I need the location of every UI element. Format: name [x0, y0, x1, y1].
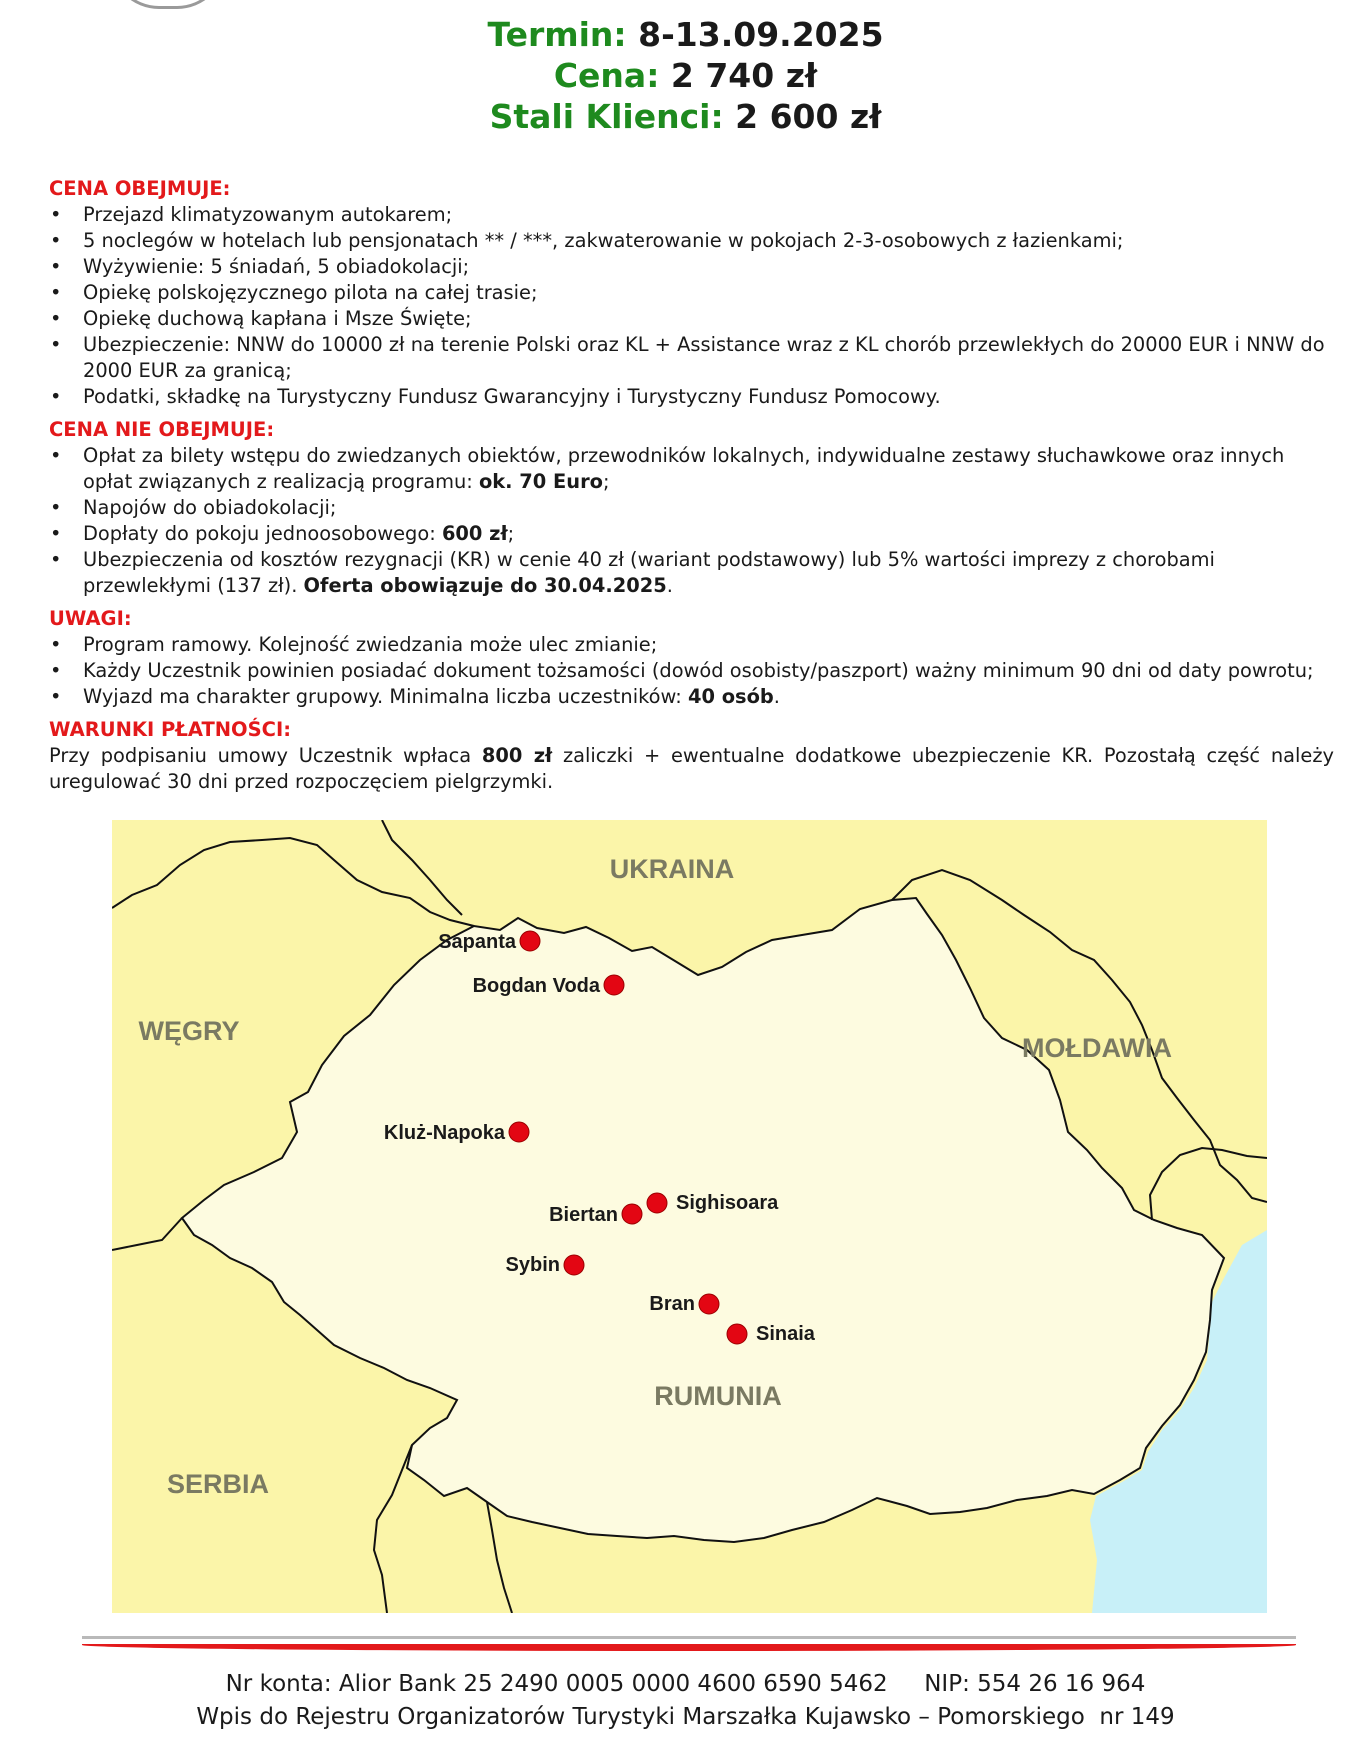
- city-biertan: [549, 1204, 642, 1226]
- list-item: • Opiekę polskojęzycznego pilota na całej trasie;: [49, 280, 1334, 306]
- payment-title: WARUNKI PŁATNOŚCI:: [49, 718, 292, 741]
- excluded-title: CENA NIE OBEJMUJE:: [49, 418, 275, 441]
- city-sybin: [506, 1254, 584, 1276]
- city-marker: [647, 1193, 667, 1213]
- city-marker: [509, 1122, 529, 1142]
- list-item: • Ubezpieczenia od kosztów rezygnacji (KR) w cenie 40 zł (wariant podstawowy) lub 5% wartości imprezy z chorobami przewlekłymi (137 zł). Oferta obowiązuje do 30.04.2025.: [49, 547, 1334, 599]
- footer: [0, 1668, 1371, 1734]
- city-label: Bogdan Voda: [472, 975, 600, 997]
- country-label-wegry: WĘGRY: [138, 1016, 240, 1046]
- notes-title: UWAGI:: [49, 607, 132, 630]
- border-ukraine-hungary: [112, 838, 474, 926]
- offer-details: [49, 176, 1334, 795]
- border-serbia-bulgaria: [374, 1445, 412, 1613]
- city-sinaia: [727, 1323, 816, 1345]
- list-item: • Opiekę duchową kapłana i Msze Święte;: [49, 306, 1334, 332]
- country-label-moldawia: MOŁDAWIA: [1022, 1033, 1172, 1063]
- city-sapanta: [438, 931, 540, 953]
- regular-client-price: Stali Klienci: 2 600 zł: [489, 97, 882, 136]
- city-label: Sinaia: [756, 1323, 815, 1345]
- footer-divider-grey: [82, 1636, 1296, 1639]
- list-item: • Napojów do obiadokolacji;: [49, 495, 1334, 521]
- romania-territory: [182, 898, 1224, 1542]
- list-item: • Opłat za bilety wstępu do zwiedzanych obiektów, przewodników lokalnych, indywidualne zestawy słuchawkowe oraz innych opłat związanych z realizacją programu: ok. 70 Euro;: [49, 443, 1334, 495]
- list-item: • Dopłaty do pokoju jednoosobowego: 600 zł;: [49, 521, 1334, 547]
- notes-list: [49, 632, 1334, 710]
- city-label: Biertan: [549, 1204, 618, 1226]
- border-moldova-east: [1150, 1148, 1267, 1220]
- trip-date: Termin: 8-13.09.2025: [487, 15, 884, 54]
- list-item: • Wyżywienie: 5 śniadań, 5 obiadokolacji;: [49, 254, 1334, 280]
- city-marker: [699, 1294, 719, 1314]
- list-item: • Przejazd klimatyzowanym autokarem;: [49, 202, 1334, 228]
- city-marker: [604, 975, 624, 995]
- trip-price: Cena: 2 740 zł: [553, 56, 818, 95]
- country-label-serbia: SERBIA: [166, 1469, 270, 1499]
- city-marker: [622, 1204, 642, 1224]
- footer-divider-red: [82, 1644, 1296, 1651]
- excluded-list: [49, 443, 1334, 599]
- city-label: Sighisoara: [676, 1192, 779, 1214]
- city-label: Sybin: [505, 1254, 560, 1276]
- country-label-rumunia: RUMUNIA: [654, 1381, 782, 1411]
- city-bran: [649, 1293, 719, 1315]
- border-serbia-hungary: [112, 1218, 182, 1250]
- list-item: • Każdy Uczestnik powinien posiadać dokument tożsamości (dowód osobisty/paszport) ważny minimum 90 dni od daty powrotu;: [49, 658, 1334, 684]
- list-item: • 5 noclegów w hotelach lub pensjonatach ** / ***, zakwaterowanie w pokojach 2-3-osobowych z łazienkami;: [49, 228, 1334, 254]
- map-graphic: [112, 820, 1267, 1613]
- payment-terms: Przy podpisaniu umowy Uczestnik wpłaca 800 zł zaliczki + ewentualne dodatkowe ubezpieczenie KR. Pozostałą część należy uregulować 30 dni przed rozpoczęciem pielgrzymki.: [49, 744, 1334, 793]
- included-title: CENA OBEJMUJE:: [49, 177, 231, 200]
- list-item: • Wyjazd ma charakter grupowy. Minimalna liczba uczestników: 40 osób.: [49, 684, 1334, 710]
- city-label: Sapanta: [438, 931, 516, 953]
- logo-fragment: [110, 0, 226, 9]
- bank-account-line: Nr konta: Alior Bank 25 2490 0005 0000 4600 6590 5462 NIP: 554 26 16 964: [225, 1671, 1146, 1697]
- city-marker: [564, 1255, 584, 1275]
- included-list: [49, 202, 1334, 410]
- city-label: Kluż-Napoka: [383, 1122, 505, 1144]
- city-marker: [520, 931, 540, 951]
- city-marker: [727, 1324, 747, 1344]
- trip-header: [0, 14, 1371, 137]
- route-map: [112, 820, 1267, 1613]
- list-item: • Podatki, składkę na Turystyczny Fundusz Gwarancyjny i Turystyczny Fundusz Pomocowy.: [49, 384, 1334, 410]
- registry-line: Wpis do Rejestru Organizatorów Turystyki Marszałka Kujawsko – Pomorskiego nr 149: [196, 1704, 1175, 1730]
- list-item: • Program ramowy. Kolejność zwiedzania może ulec zmianie;: [49, 632, 1334, 658]
- border-hungary-north: [382, 820, 462, 915]
- country-label-ukraina: UKRAINA: [609, 854, 735, 884]
- border-south: [487, 1502, 512, 1613]
- city-label: Bran: [649, 1293, 695, 1315]
- list-item: • Ubezpieczenie: NNW do 10000 zł na terenie Polski oraz KL + Assistance wraz z KL chorób przewlekłych do 20000 EUR i NNW do 2000 EUR za granicą;: [49, 332, 1334, 384]
